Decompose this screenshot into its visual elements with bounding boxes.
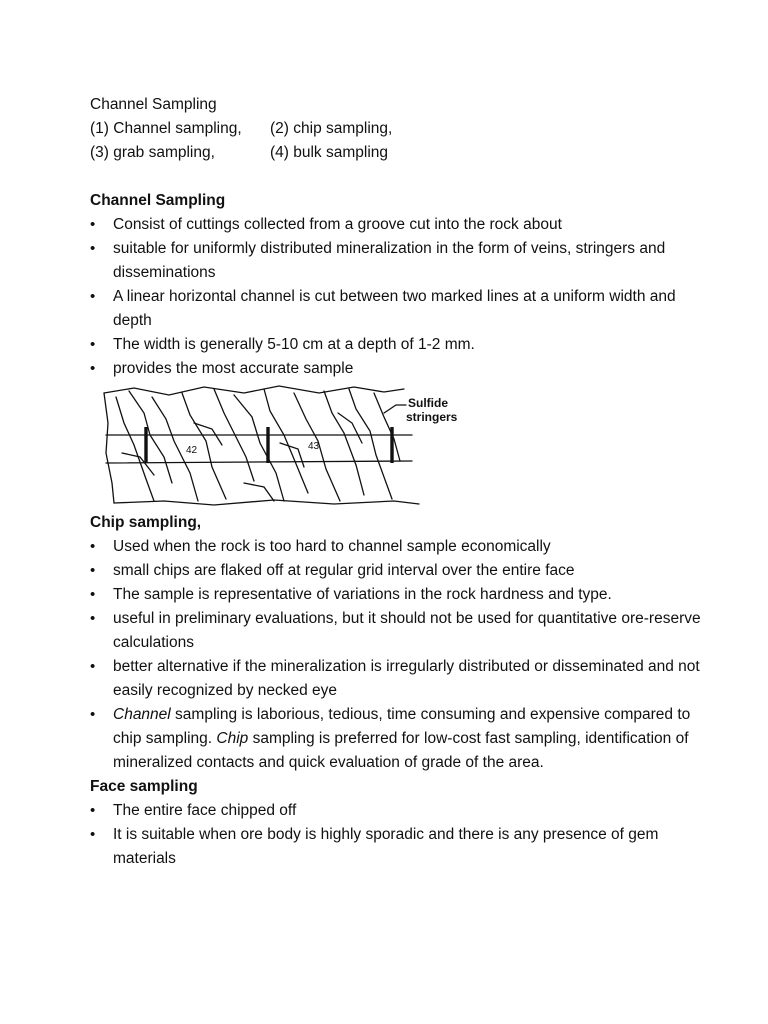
method-4: (4) bulk sampling — [270, 144, 389, 161]
method-2: (2) chip sampling, — [270, 120, 393, 137]
method-3: (3) grab sampling, — [90, 144, 215, 161]
list-item: • It is suitable when ore body is highly sporadic and there is any presence of gem materials — [90, 823, 710, 871]
list-item: • small chips are flaked off at regular grid interval over the entire face — [90, 559, 710, 583]
method-row-1 — [90, 117, 710, 141]
sulfide-label: Sulfide — [408, 396, 449, 410]
list-item: • better alternative if the mineralization is irregularly distributed or disseminated and not easily recognized by necked eye — [90, 655, 710, 703]
rock-face-diagram — [94, 383, 458, 511]
stringers-label: stringers — [406, 410, 458, 424]
channel-italic: Channel — [113, 706, 171, 723]
channel-heading: Channel Sampling — [90, 192, 226, 209]
list-item — [90, 703, 710, 775]
list-item: • The sample is representative of variations in the rock hardness and type. — [90, 583, 710, 607]
sample-number-43: 43 — [308, 441, 320, 452]
sample-number-42: 42 — [186, 445, 198, 456]
list-item: • The width is generally 5-10 cm at a depth of 1-2 mm. — [90, 333, 710, 357]
document-page — [90, 93, 710, 871]
method-1: (1) Channel sampling, — [90, 120, 242, 137]
spacer — [90, 165, 710, 189]
list-item: • useful in preliminary evaluations, but it should not be used for quantitative ore-reserve calculations — [90, 607, 710, 655]
list-item: • A linear horizontal channel is cut between two marked lines at a uniform width and depth — [90, 285, 710, 333]
method-row-2 — [90, 141, 710, 165]
last-bullet-text-2: sampling is preferred for low-cost fast sampling, identification of mineralized contacts and quick evaluation of grade of the area. — [113, 730, 689, 771]
channel-sampling-figure — [94, 383, 458, 511]
chip-heading: Chip sampling, — [90, 514, 202, 531]
face-heading: Face sampling — [90, 778, 198, 795]
list-item: • Consist of cuttings collected from a groove cut into the rock about — [90, 213, 710, 237]
face-bullet-list — [90, 799, 710, 871]
list-item: • provides the most accurate sample — [90, 357, 710, 381]
channel-bullet-list — [90, 213, 710, 381]
list-item: • Used when the rock is too hard to channel sample economically — [90, 535, 710, 559]
last-bullet-text-1: sampling is laborious, tedious, time consuming and expensive compared to chip sampling. — [113, 706, 691, 747]
list-item: • suitable for uniformly distributed mineralization in the form of veins, stringers and disseminations — [90, 237, 710, 285]
chip-italic: Chip — [216, 730, 249, 747]
list-item: • The entire face chipped off — [90, 799, 710, 823]
chip-bullet-list — [90, 535, 710, 775]
intro-title: Channel Sampling — [90, 96, 217, 113]
